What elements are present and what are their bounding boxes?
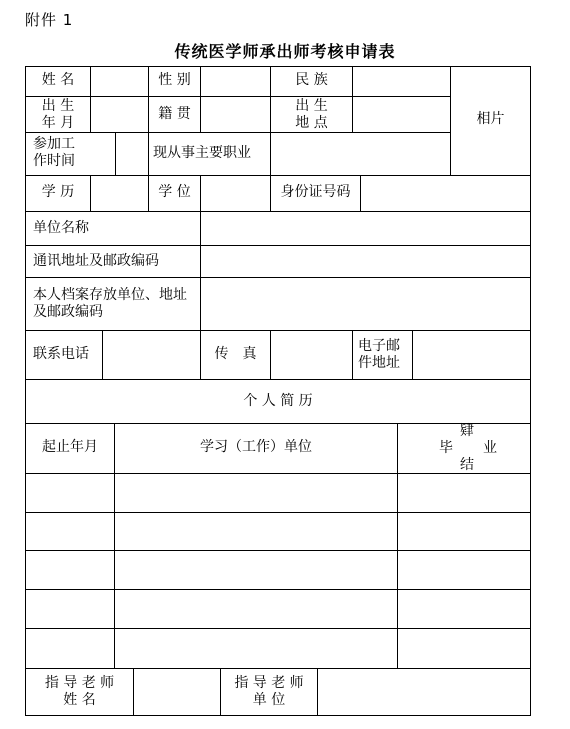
col-line xyxy=(90,66,91,132)
employer-label: 单位名称 xyxy=(33,220,89,236)
row-line xyxy=(25,473,531,474)
fax-label: 传 真 xyxy=(214,346,257,362)
table-border-left xyxy=(25,66,26,716)
mentor-unit-label xyxy=(221,675,317,709)
col-line xyxy=(360,175,361,211)
col-line xyxy=(317,668,318,715)
row-line xyxy=(25,550,531,551)
archive-label xyxy=(33,287,187,321)
email-label-line1: 电子邮 xyxy=(358,338,400,354)
work-start-label-line2: 作时间 xyxy=(33,153,75,169)
row-line xyxy=(25,628,531,629)
mentor-unit-label-line1: 指 导 老 师 xyxy=(234,675,304,691)
resume-section-title: 个 人 简 历 xyxy=(243,393,313,409)
resume-col-status-mid-right: 业 xyxy=(483,440,497,456)
mentor-unit-label-line2: 单 位 xyxy=(252,692,286,708)
name-label: 姓 名 xyxy=(41,72,75,88)
gender-label: 性 别 xyxy=(158,72,191,88)
col-line xyxy=(412,330,413,379)
work-start-label-line1: 参加工 xyxy=(33,136,75,152)
birth-date-label-line1: 出 生 xyxy=(41,98,75,114)
phone-label: 联系电话 xyxy=(33,346,89,362)
mentor-name-label xyxy=(26,675,133,709)
row-line xyxy=(25,423,531,424)
attachment-label: 附件 1 xyxy=(25,11,74,29)
resume-col-unit: 学习（工作）单位 xyxy=(200,439,312,455)
form-title: 传统医学师承出师考核申请表 xyxy=(174,42,396,61)
row-line xyxy=(25,245,531,246)
row-line xyxy=(25,96,450,97)
mentor-name-label-line1: 指 导 老 师 xyxy=(44,675,115,691)
col-line xyxy=(90,175,91,211)
col-line xyxy=(114,423,115,668)
archive-label-line2: 及邮政编码 xyxy=(33,304,103,320)
row-line xyxy=(25,589,531,590)
col-line xyxy=(115,132,116,175)
col-line xyxy=(133,668,134,715)
birth-place-label-line2: 地 点 xyxy=(295,115,328,131)
table-border-right xyxy=(530,66,531,716)
resume-col-status-bottom: 结 xyxy=(460,457,474,473)
resume-col-status-top: 肄 xyxy=(460,423,474,439)
row-line xyxy=(25,277,531,278)
resume-col-period: 起止年月 xyxy=(42,439,98,455)
current-job-label: 现从事主要职业 xyxy=(153,145,251,161)
row-line xyxy=(25,668,531,669)
birth-date-label xyxy=(26,98,90,132)
archive-label-line1: 本人档案存放单位、地址 xyxy=(33,287,187,303)
degree-label: 学 位 xyxy=(158,184,191,200)
col-line xyxy=(352,330,353,379)
photo-label: 相片 xyxy=(476,111,505,127)
row-line xyxy=(25,379,531,380)
birth-place-label-line1: 出 生 xyxy=(295,98,328,114)
table-border-top xyxy=(25,66,531,67)
work-start-label xyxy=(33,136,75,170)
col-line xyxy=(200,211,201,330)
education-label: 学 历 xyxy=(41,184,75,200)
native-place-label: 籍 贯 xyxy=(158,106,191,122)
col-line xyxy=(148,132,149,175)
email-label-line2: 件地址 xyxy=(358,355,400,371)
col-line xyxy=(397,423,398,668)
birth-date-label-line2: 年 月 xyxy=(41,115,75,131)
application-form-table xyxy=(25,66,531,716)
row-line xyxy=(25,330,531,331)
id-number-label: 身份证号码 xyxy=(280,184,351,200)
col-line xyxy=(200,175,201,211)
col-line xyxy=(200,66,201,132)
col-line xyxy=(102,330,103,379)
row-line xyxy=(25,175,531,176)
resume-col-status-mid-left: 毕 xyxy=(439,440,453,456)
table-border-bottom xyxy=(25,715,531,716)
email-label xyxy=(358,338,400,372)
row-line xyxy=(25,512,531,513)
address-label: 通讯地址及邮政编码 xyxy=(33,253,159,269)
ethnicity-label: 民 族 xyxy=(295,72,328,88)
mentor-name-label-line2: 姓 名 xyxy=(63,692,96,708)
row-line xyxy=(25,211,531,212)
col-line xyxy=(270,330,271,379)
birth-place-label xyxy=(271,98,352,132)
col-line xyxy=(352,66,353,132)
row-line xyxy=(25,132,450,133)
